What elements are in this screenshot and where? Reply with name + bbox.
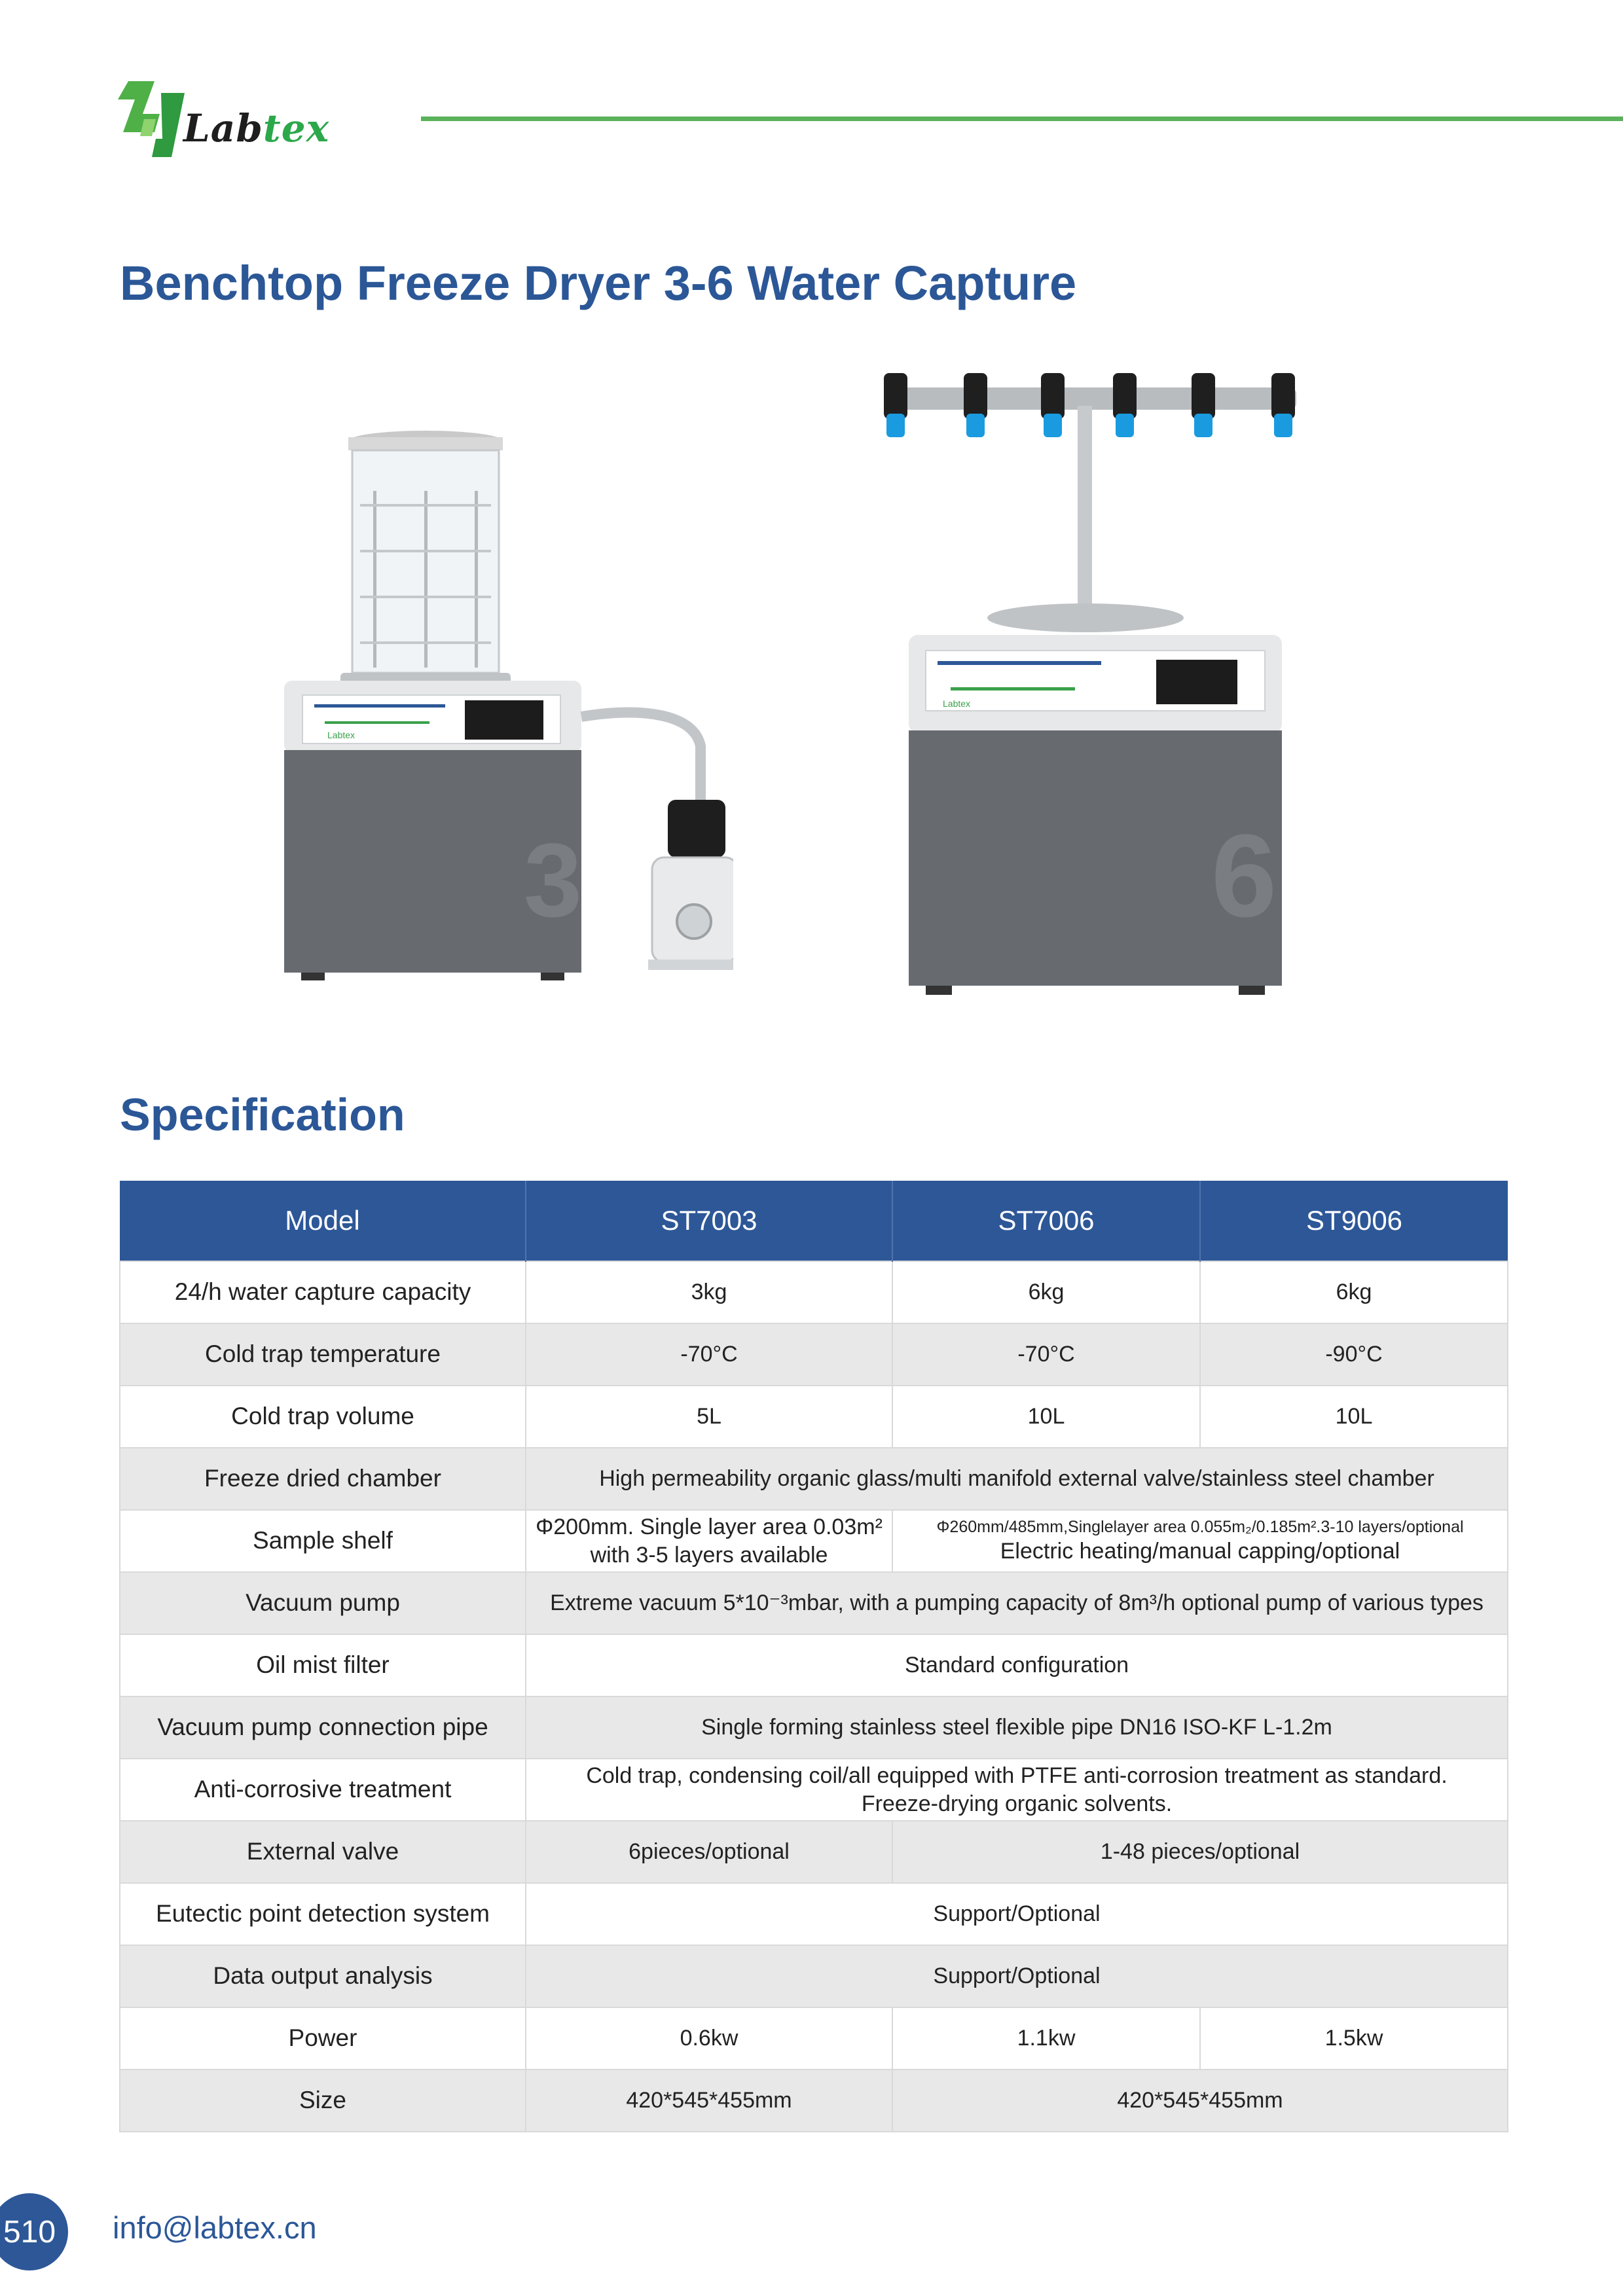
cell: 10L xyxy=(892,1386,1200,1448)
cell: 10L xyxy=(1200,1386,1508,1448)
cell-line: Electric heating/manual capping/optional xyxy=(1000,1538,1400,1564)
header-model: Model xyxy=(120,1181,526,1261)
cell: 6pieces/optional xyxy=(526,1821,892,1883)
table-row xyxy=(120,1883,1508,1945)
cell: 1.1kw xyxy=(892,2007,1200,2070)
cell-line: Φ260mm/485mm,Singlelayer area 0.055m₂/0.185m².3-10 layers/optional xyxy=(936,1517,1464,1536)
cell: Single forming stainless steel flexible pipe DN16 ISO-KF L-1.2m xyxy=(526,1696,1508,1759)
cell: 1-48 pieces/optional xyxy=(892,1821,1508,1883)
logo-text-main: Lab xyxy=(183,106,263,151)
table-row xyxy=(120,1945,1508,2007)
row-label: 24/h water capture capacity xyxy=(120,1261,526,1323)
cell xyxy=(526,1759,1508,1821)
cell xyxy=(892,1510,1508,1572)
header-st7006: ST7006 xyxy=(892,1181,1200,1261)
table-row xyxy=(120,1572,1508,1634)
table-row xyxy=(120,2007,1508,2070)
page-title: Benchtop Freeze Dryer 3-6 Water Capture xyxy=(120,256,1077,310)
cell: Extreme vacuum 5*10⁻³mbar, with a pumping capacity of 8m³/h optional pump of various types xyxy=(526,1572,1508,1634)
cell-line: with 3-5 layers available xyxy=(590,1542,828,1568)
spec-table xyxy=(119,1181,1508,2132)
cell: High permeability organic glass/multi manifold external valve/stainless steel chamber xyxy=(526,1448,1508,1510)
row-label: Oil mist filter xyxy=(120,1634,526,1696)
table-header-row xyxy=(120,1181,1508,1261)
cell: 420*545*455mm xyxy=(892,2070,1508,2132)
row-label: Cold trap volume xyxy=(120,1386,526,1448)
cell: Support/Optional xyxy=(526,1883,1508,1945)
row-label: Eutectic point detection system xyxy=(120,1883,526,1945)
row-label: Sample shelf xyxy=(120,1510,526,1572)
side-number: 6 xyxy=(1211,810,1277,942)
cell: Support/Optional xyxy=(526,1945,1508,2007)
header-divider xyxy=(421,117,1623,121)
cell: 420*545*455mm xyxy=(526,2070,892,2132)
row-label: Freeze dried chamber xyxy=(120,1448,526,1510)
cell: 3kg xyxy=(526,1261,892,1323)
cell: 1.5kw xyxy=(1200,2007,1508,2070)
row-label: Anti-corrosive treatment xyxy=(120,1759,526,1821)
row-label: Cold trap temperature xyxy=(120,1323,526,1386)
table-row xyxy=(120,1634,1508,1696)
logo-text-accent: tex xyxy=(263,106,330,151)
cell: 0.6kw xyxy=(526,2007,892,2070)
labtex-logo-icon xyxy=(115,73,187,165)
table-row xyxy=(120,1696,1508,1759)
header-st9006: ST9006 xyxy=(1200,1181,1508,1261)
panel-logo: Labtex xyxy=(943,698,971,709)
row-label: Data output analysis xyxy=(120,1945,526,2007)
cell xyxy=(526,1510,892,1572)
footer-email-link[interactable]: info@labtex.cn xyxy=(113,2210,317,2245)
cell: -70°C xyxy=(892,1323,1200,1386)
cell: 6kg xyxy=(1200,1261,1508,1323)
cell: Standard configuration xyxy=(526,1634,1508,1696)
side-number: 3 xyxy=(524,821,582,939)
product-image-st7003 xyxy=(275,419,733,1028)
cell: 6kg xyxy=(892,1261,1200,1323)
brand-logo xyxy=(115,73,351,165)
row-label: External valve xyxy=(120,1821,526,1883)
row-label: Power xyxy=(120,2007,526,2070)
header-st7003: ST7003 xyxy=(526,1181,892,1261)
cell: -90°C xyxy=(1200,1323,1508,1386)
table-row xyxy=(120,1821,1508,1883)
product-image-st7006 xyxy=(877,353,1309,1008)
table-row xyxy=(120,1386,1508,1448)
table-row xyxy=(120,2070,1508,2132)
cell: -70°C xyxy=(526,1323,892,1386)
row-label: Vacuum pump connection pipe xyxy=(120,1696,526,1759)
cell-line: Cold trap, condensing coil/all equipped with PTFE anti-corrosion treatment as standard. xyxy=(586,1763,1448,1788)
cell-line: Freeze-drying organic solvents. xyxy=(861,1791,1173,1816)
table-row xyxy=(120,1448,1508,1510)
page-number: 510 xyxy=(0,2193,68,2270)
row-label: Vacuum pump xyxy=(120,1572,526,1634)
table-row xyxy=(120,1759,1508,1821)
table-row xyxy=(120,1323,1508,1386)
cell: 5L xyxy=(526,1386,892,1448)
cell-line: Φ200mm. Single layer area 0.03m² xyxy=(536,1515,883,1539)
table-row xyxy=(120,1261,1508,1323)
panel-logo: Labtex xyxy=(327,730,356,740)
table-row xyxy=(120,1510,1508,1572)
spec-heading: Specification xyxy=(120,1089,405,1140)
row-label: Size xyxy=(120,2070,526,2132)
